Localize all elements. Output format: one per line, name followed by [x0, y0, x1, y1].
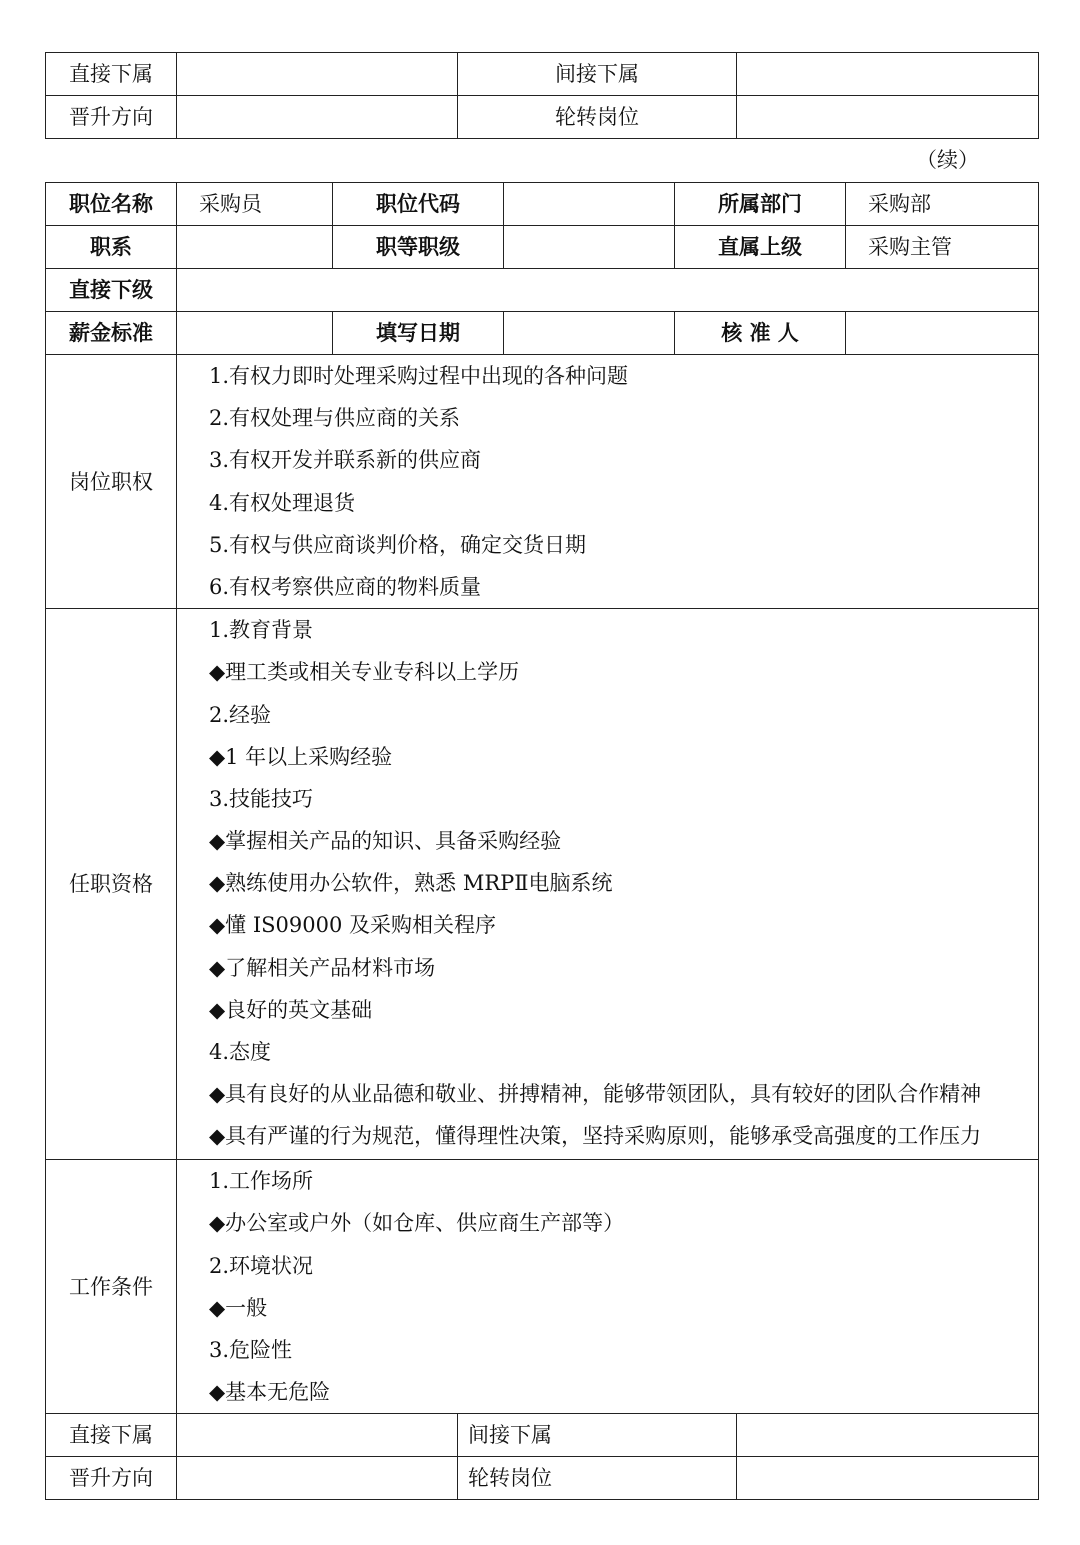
- authority-item: 5.有权与供应商谈判价格，确定交货日期: [209, 532, 587, 557]
- position-name-value[interactable]: 采购员: [177, 183, 333, 226]
- direct-subordinate-label: 直接下属: [46, 53, 177, 96]
- bottom-direct-subordinate-label: 直接下属: [46, 1414, 177, 1457]
- direct-subordinate-value[interactable]: [177, 53, 458, 96]
- fill-date-value[interactable]: [504, 312, 675, 355]
- qualification-item: ◆懂 IS09000 及采购相关程序: [209, 913, 496, 938]
- bottom-table: [45, 1413, 1039, 1500]
- qualification-item: ◆理工类或相关专业专科以上学历: [209, 660, 520, 685]
- rotation-value[interactable]: [737, 96, 1039, 139]
- qualification-item: ◆1 年以上采购经验: [209, 744, 393, 769]
- conditions-list: [177, 1160, 1039, 1414]
- position-code-label: 职位代码: [333, 183, 504, 226]
- conditions-item: ◆基本无危险: [209, 1380, 331, 1405]
- direct-subordinate-level-label: 直接下级: [46, 269, 177, 312]
- position-code-value[interactable]: [504, 183, 675, 226]
- bottom-direct-subordinate-value[interactable]: [177, 1414, 458, 1457]
- conditions-item: 2.环境状况: [209, 1253, 314, 1278]
- conditions-item: ◆办公室或户外（如仓库、供应商生产部等）: [209, 1211, 625, 1236]
- promotion-value[interactable]: [177, 96, 458, 139]
- rotation-label: 轮转岗位: [458, 96, 737, 139]
- bottom-promotion-value[interactable]: [177, 1457, 458, 1500]
- conditions-item: ◆一般: [209, 1295, 268, 1320]
- qualification-item: ◆良好的英文基础: [209, 997, 373, 1022]
- continued-note: （续）: [916, 148, 979, 172]
- superior-label: 直属上级: [675, 226, 846, 269]
- qualification-label: 任职资格: [46, 609, 177, 1160]
- qualification-list: [177, 609, 1039, 1160]
- authority-list: [177, 355, 1039, 609]
- bottom-rotation-label: 轮转岗位: [458, 1457, 737, 1500]
- bottom-indirect-subordinate-value[interactable]: [737, 1414, 1039, 1457]
- grade-value[interactable]: [504, 226, 675, 269]
- job-family-value[interactable]: [177, 226, 333, 269]
- indirect-subordinate-label: 间接下属: [458, 53, 737, 96]
- qualification-item: 2.经验: [209, 702, 272, 727]
- authority-item: 1.有权力即时处理采购过程中出现的各种问题: [209, 364, 629, 388]
- bottom-promotion-label: 晋升方向: [46, 1457, 177, 1500]
- authority-item: 2.有权处理与供应商的关系: [209, 406, 461, 431]
- qualification-item: 4.态度: [209, 1040, 272, 1064]
- authority-item: 6.有权考察供应商的物料质量: [209, 574, 482, 599]
- top-table: [45, 52, 1039, 139]
- salary-label: 薪金标准: [46, 312, 177, 355]
- qualification-item: ◆掌握相关产品的知识、具备采购经验: [209, 829, 562, 854]
- bottom-rotation-value[interactable]: [737, 1457, 1039, 1500]
- conditions-item: 1.工作场所: [209, 1169, 314, 1194]
- approver-label: 核 准 人: [675, 312, 846, 355]
- qualification-item: ◆具有良好的从业品德和敬业、拼搏精神，能够带领团队，具有较好的团队合作精神: [209, 1082, 982, 1107]
- fill-date-label: 填写日期: [333, 312, 504, 355]
- salary-value[interactable]: [177, 312, 333, 355]
- qualification-item: 1.教育背景: [209, 618, 314, 643]
- authority-label: 岗位职权: [46, 355, 177, 609]
- approver-value[interactable]: [846, 312, 1039, 355]
- grade-label: 职等职级: [333, 226, 504, 269]
- department-label: 所属部门: [675, 183, 846, 226]
- conditions-item: 3.危险性: [209, 1337, 293, 1362]
- direct-subordinate-level-value[interactable]: [177, 269, 1039, 312]
- authority-item: 4.有权处理退货: [209, 490, 356, 515]
- job-family-label: 职系: [46, 226, 177, 269]
- indirect-subordinate-value[interactable]: [737, 53, 1039, 96]
- superior-value[interactable]: 采购主管: [846, 226, 1039, 269]
- promotion-label: 晋升方向: [46, 96, 177, 139]
- qualification-item: ◆具有严谨的行为规范，懂得理性决策，坚持采购原则，能够承受高强度的工作压力: [209, 1124, 982, 1149]
- authority-item: 3.有权开发并联系新的供应商: [209, 448, 482, 473]
- position-name-label: 职位名称: [46, 183, 177, 226]
- qualification-item: ◆熟练使用办公软件，熟悉 MRPⅡ电脑系统: [209, 871, 613, 896]
- qualification-item: 3.技能技巧: [209, 786, 314, 811]
- conditions-label: 工作条件: [46, 1160, 177, 1414]
- department-value[interactable]: 采购部: [846, 183, 1039, 226]
- job-description-table: [45, 182, 1039, 1414]
- qualification-item: ◆了解相关产品材料市场: [209, 955, 436, 980]
- bottom-indirect-subordinate-label: 间接下属: [458, 1414, 737, 1457]
